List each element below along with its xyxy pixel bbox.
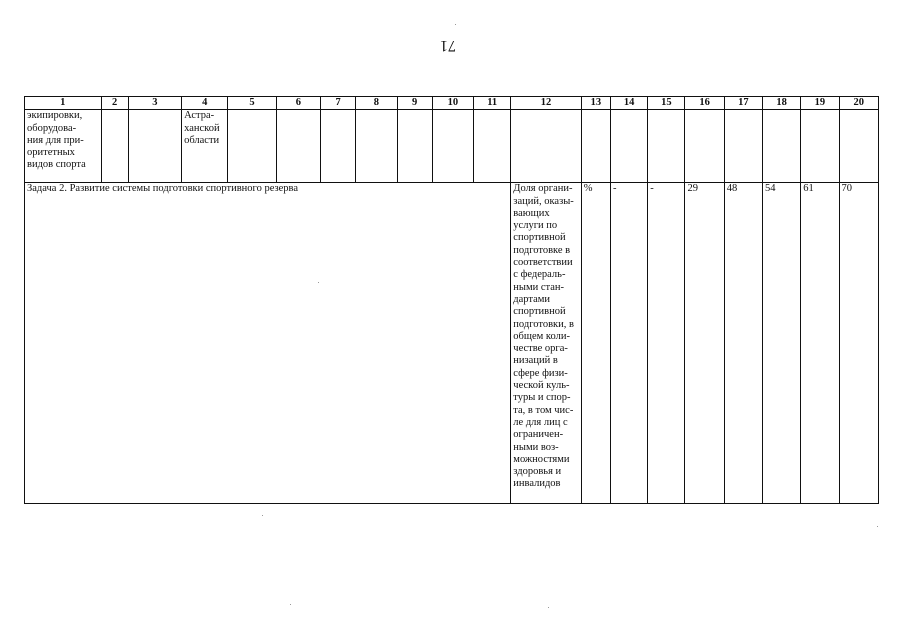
header-cell: 17	[724, 97, 762, 110]
table-cell	[101, 110, 128, 183]
table-row	[25, 110, 879, 183]
table-cell	[581, 110, 610, 183]
table-cell	[228, 110, 276, 183]
value-cell: 61	[801, 183, 839, 504]
table-cell	[432, 110, 473, 183]
header-cell: 7	[321, 97, 356, 110]
header-cell: 8	[356, 97, 397, 110]
region-cell: Астра- ханской области	[182, 110, 228, 183]
header-cell: 12	[511, 97, 581, 110]
table-cell	[276, 110, 320, 183]
data-table	[24, 96, 879, 504]
scan-speck	[262, 515, 263, 516]
header-cell: 2	[101, 97, 128, 110]
value-cell: -	[610, 183, 647, 504]
header-cell: 13	[581, 97, 610, 110]
table-cell	[839, 110, 878, 183]
table-cell	[648, 110, 685, 183]
header-cell: 9	[397, 97, 432, 110]
header-row	[25, 97, 879, 110]
header-cell: 10	[432, 97, 473, 110]
table-cell	[763, 110, 801, 183]
table-cell	[685, 110, 724, 183]
value-cell: 29	[685, 183, 724, 504]
value-cell: 70	[839, 183, 878, 504]
header-cell: 15	[648, 97, 685, 110]
table-cell	[724, 110, 762, 183]
table-cell	[128, 110, 181, 183]
scan-speck	[877, 526, 878, 527]
scan-speck	[455, 24, 456, 25]
value-cell: 54	[763, 183, 801, 504]
unit-cell: %	[581, 183, 610, 504]
table-cell	[321, 110, 356, 183]
indicator-cell: Доля органи- заций, оказы- вающих услуги по спортивной подготовке в соответствии с федераль- ными стан- дартами спортивной подготовки, в общем коли- честве орга- низаций в сфере физи- ческой куль- туры и спор- та, в том чис- ле для лиц с ограничен- ными воз- можностями здоровья и инвалидов	[511, 183, 581, 504]
equipment-cell: экипировки, оборудова- ния для при- оритетных видов спорта	[25, 110, 102, 183]
page-number: 71	[440, 37, 456, 54]
table-cell	[397, 110, 432, 183]
table-cell	[610, 110, 647, 183]
value-cell: -	[648, 183, 685, 504]
header-cell: 3	[128, 97, 181, 110]
header-cell: 4	[182, 97, 228, 110]
table-cell	[801, 110, 839, 183]
header-cell: 18	[763, 97, 801, 110]
table-row	[25, 183, 879, 504]
table-cell	[511, 110, 581, 183]
header-cell: 19	[801, 97, 839, 110]
header-cell: 16	[685, 97, 724, 110]
task-heading: Задача 2. Развитие системы подготовки спортивного резерва	[25, 183, 511, 504]
header-cell: 6	[276, 97, 320, 110]
scan-speck	[548, 607, 549, 608]
scan-speck	[318, 282, 319, 283]
table-cell	[474, 110, 511, 183]
header-cell: 11	[474, 97, 511, 110]
header-cell: 5	[228, 97, 276, 110]
header-cell: 1	[25, 97, 102, 110]
header-cell: 20	[839, 97, 878, 110]
scan-speck	[290, 604, 291, 605]
table-cell	[356, 110, 397, 183]
header-cell: 14	[610, 97, 647, 110]
value-cell: 48	[724, 183, 762, 504]
